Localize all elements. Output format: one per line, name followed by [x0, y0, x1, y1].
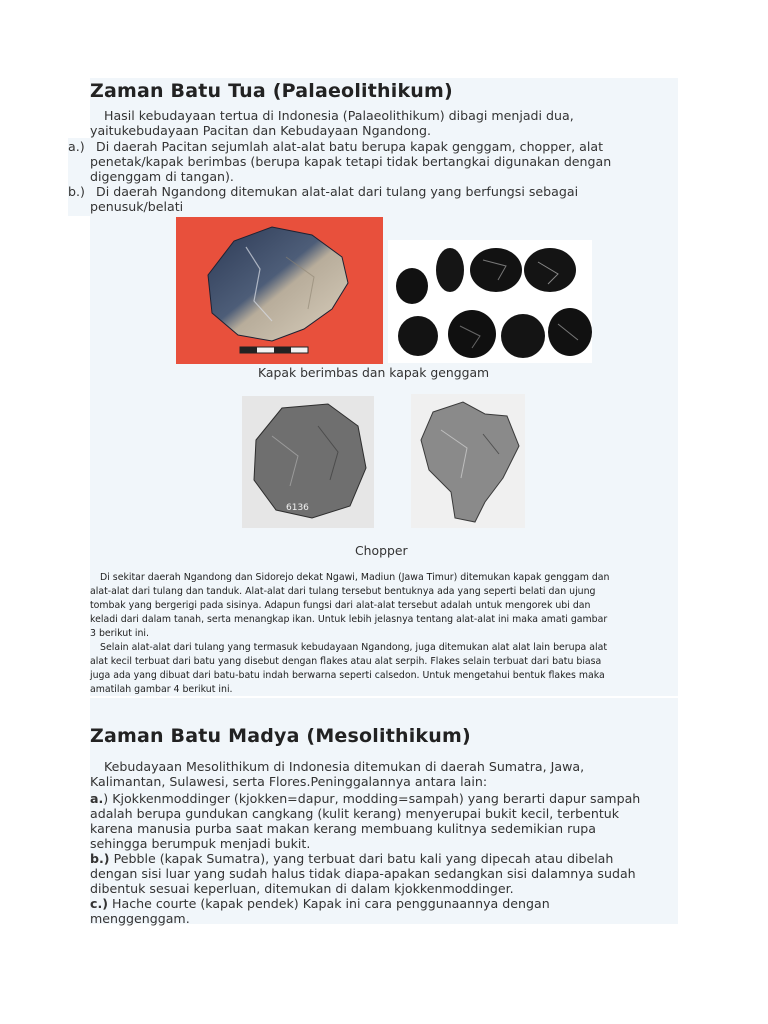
specimen-label: 6136 [286, 503, 309, 513]
section2-item-a [90, 791, 640, 806]
item-a-line3: digenggam di tangan). [90, 169, 234, 184]
item-b-line3: dibentuk sesuai keperluan, ditemukan di dalam kjokkenmoddinger. [90, 881, 514, 896]
item-b-line1: Pebble (kapak Sumatra), yang terbuat dari batu kali yang dipecah atau dibelah [109, 851, 614, 866]
caption-hand-axe: Kapak berimbas dan kapak genggam [258, 365, 490, 380]
para2-line4: amatilah gambar 4 berikut ini. [90, 684, 233, 695]
item-a-line2: penetak/kapak berimbas (berupa kapak tetapi tidak bertangkai digunakan dengan [90, 154, 612, 169]
item-a-line3: karena manusia purba saat makan kerang membuang kulitnya sedemikian rupa [90, 821, 597, 836]
para2-line3: juga ada yang dibuat dari batu-batu indah berwarna seperti calsedon. Untuk mengetahui bentuk flakes maka [90, 670, 605, 681]
list-marker-a: a.) [68, 139, 85, 154]
section1-intro-line1: Hasil kebudayaan tertua di Indonesia (Palaeolithikum) dibagi menjadi dua, [104, 108, 574, 123]
list-marker-b: b.) [90, 851, 110, 866]
para1-line1: Di sekitar daerah Ngandong dan Sidorejo dekat Ngawi, Madiun (Jawa Timur) ditemukan kapak genggam dan [100, 572, 610, 583]
section2-item-c [90, 896, 550, 911]
para2-line1: Selain alat-alat dari tulang yang termasuk kebudayaan Ngandong, juga ditemukan alat alat lain berupa alat [100, 642, 608, 653]
item-b-line1: Di daerah Ngandong ditemukan alat-alat dari tulang yang berfungsi sebagai [96, 184, 579, 199]
section2-item-b [90, 851, 613, 866]
list-marker-a: a. [90, 791, 104, 806]
section2-intro-line1: Kebudayaan Mesolithikum di Indonesia ditemukan di daerah Sumatra, Jawa, [104, 759, 585, 774]
item-b-line2: penusuk/belati [90, 199, 184, 214]
para1-line2: alat-alat dari tulang dan tanduk. Alat-alat dari tulang tersebut bentuknya ada yang seperti belati dan ujung [90, 586, 596, 597]
item-c-line2: menggenggam. [90, 911, 190, 926]
item-a-line4: sehingga berumpuk menjadi bukit. [90, 836, 311, 851]
section2-title: Zaman Batu Madya (Mesolithikum) [90, 725, 471, 747]
section1-intro-line2: yaitukebudayaan Pacitan dan Kebudayaan Ngandong. [90, 123, 431, 138]
item-a-line1: Di daerah Pacitan sejumlah alat-alat batu berupa kapak genggam, chopper, alat [96, 139, 604, 154]
black-stones-photo [388, 240, 592, 363]
item-a-line2: adalah berupa gundukan cangkang (kulit kerang) menyerupai bukit kecil, terbentuk [90, 806, 620, 821]
para1-line3: tombak yang bergerigi pada sisinya. Adapun fungsi dari alat-alat tersebut adalah untuk mengorek ubi dan [90, 600, 591, 611]
chopper-photo-right [411, 394, 525, 528]
item-a-line1: ) Kjokkenmoddinger (kjokken=dapur, modding=sampah) yang berarti dapur sampah [103, 791, 641, 806]
para1-line5: 3 berikut ini. [90, 628, 149, 639]
para2-line2: alat kecil terbuat dari batu yang disebut dengan flakes atau alat serpih. Flakes selain terbuat dari batu biasa [90, 656, 602, 667]
list-marker-c: c.) [90, 896, 109, 911]
list-marker-b: b.) [68, 184, 85, 199]
chopper-photo-left [242, 396, 374, 528]
section1-title: Zaman Batu Tua (Palaeolithikum) [90, 80, 453, 102]
item-c-line1: Hache courte (kapak pendek) Kapak ini cara penggunaannya dengan [108, 896, 550, 911]
hand-axe-photo [176, 217, 383, 364]
para1-line4: keladi dari dalam tanah, serta menangkap ikan. Untuk lebih jelasnya tentang alat-alat ini maka amati gambar [90, 614, 608, 625]
section2-intro-line2: Kalimantan, Sulawesi, serta Flores.Peninggalannya antara lain: [90, 774, 488, 789]
caption-chopper: Chopper [355, 543, 408, 558]
item-b-line2: dengan sisi luar yang sudah halus tidak diapa-apakan sedangkan sisi dalamnya sudah [90, 866, 636, 881]
